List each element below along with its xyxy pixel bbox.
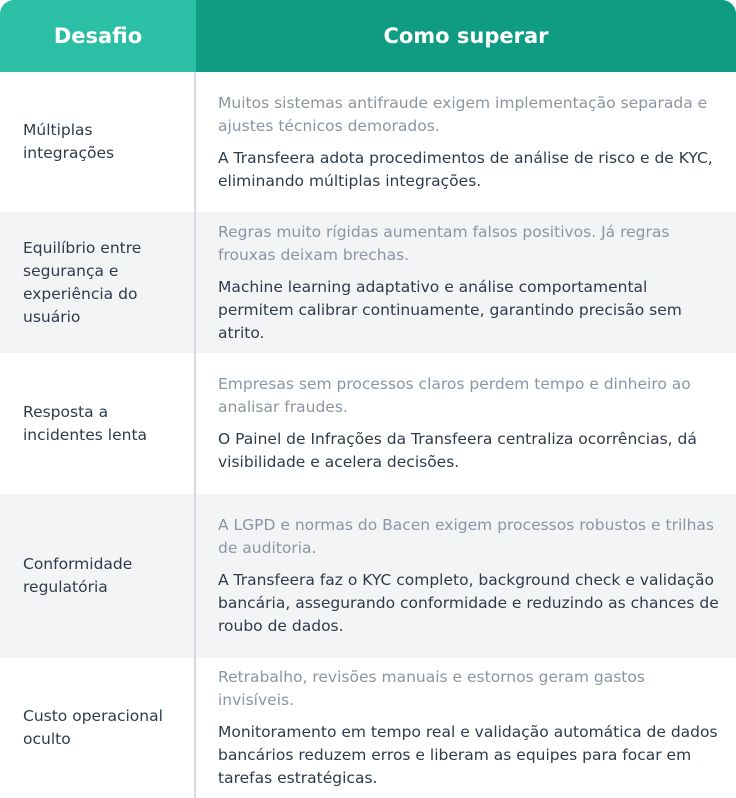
table-row [0, 72, 736, 212]
table-row [0, 212, 736, 353]
challenge-label: Múltiplas integrações [23, 121, 115, 162]
header-solution: Como superar [196, 0, 736, 72]
solution-text: Machine learning adaptativo e análise comportamental permitem calibrar continuamente, garantindo precisão sem atrito. [218, 277, 682, 342]
solution-text: A Transfeera adota procedimentos de análise de risco e de KYC, eliminando múltiplas integrações. [218, 148, 713, 190]
problem-text: Empresas sem processos claros perdem tempo e dinheiro ao analisar fraudes. [218, 375, 691, 416]
challenge-cell [0, 353, 196, 494]
solution-cell [196, 72, 736, 212]
solution-cell [196, 658, 736, 798]
solution-text: O Painel de Infrações da Transfeera centraliza ocorrências, dá visibilidade e acelera decisões. [218, 430, 697, 471]
table-row [0, 353, 736, 494]
problem-text: Regras muito rígidas aumentam falsos positivos. Já regras frouxas deixam brechas. [218, 222, 670, 264]
problem-text: Muitos sistemas antifraude exigem implementação separada e ajustes técnicos demorados. [218, 93, 708, 135]
problem-text: A LGPD e normas do Bacen exigem processos robustos e trilhas de auditoria. [218, 516, 714, 557]
challenge-label: Custo operacional oculto [23, 707, 163, 748]
challenge-cell [0, 212, 196, 353]
table-row [0, 658, 736, 798]
solution-cell [196, 494, 736, 658]
challenge-cell [0, 494, 196, 658]
solution-text: Monitoramento em tempo real e validação automática de dados bancários reduzem erros e liberam as equipes para focar em tarefas estratégicas. [218, 723, 718, 787]
challenge-label: Equilíbrio entre segurança e experiência do usuário [23, 238, 142, 326]
challenge-label: Conformidade regulatória [23, 555, 133, 596]
table-header [0, 0, 736, 72]
solution-cell [196, 212, 736, 353]
challenge-label: Resposta a incidentes lenta [23, 402, 148, 444]
challenge-cell [0, 72, 196, 212]
solution-text: A Transfeera faz o KYC completo, background check e validação bancária, assegurando conformidade e reduzindo as chances de roubo de dados. [218, 571, 719, 635]
challenge-cell [0, 658, 196, 798]
header-challenge: Desafio [0, 0, 196, 72]
solution-cell [196, 353, 736, 494]
problem-text: Retrabalho, revisões manuais e estornos geram gastos invisíveis. [218, 668, 645, 709]
table-row [0, 494, 736, 658]
